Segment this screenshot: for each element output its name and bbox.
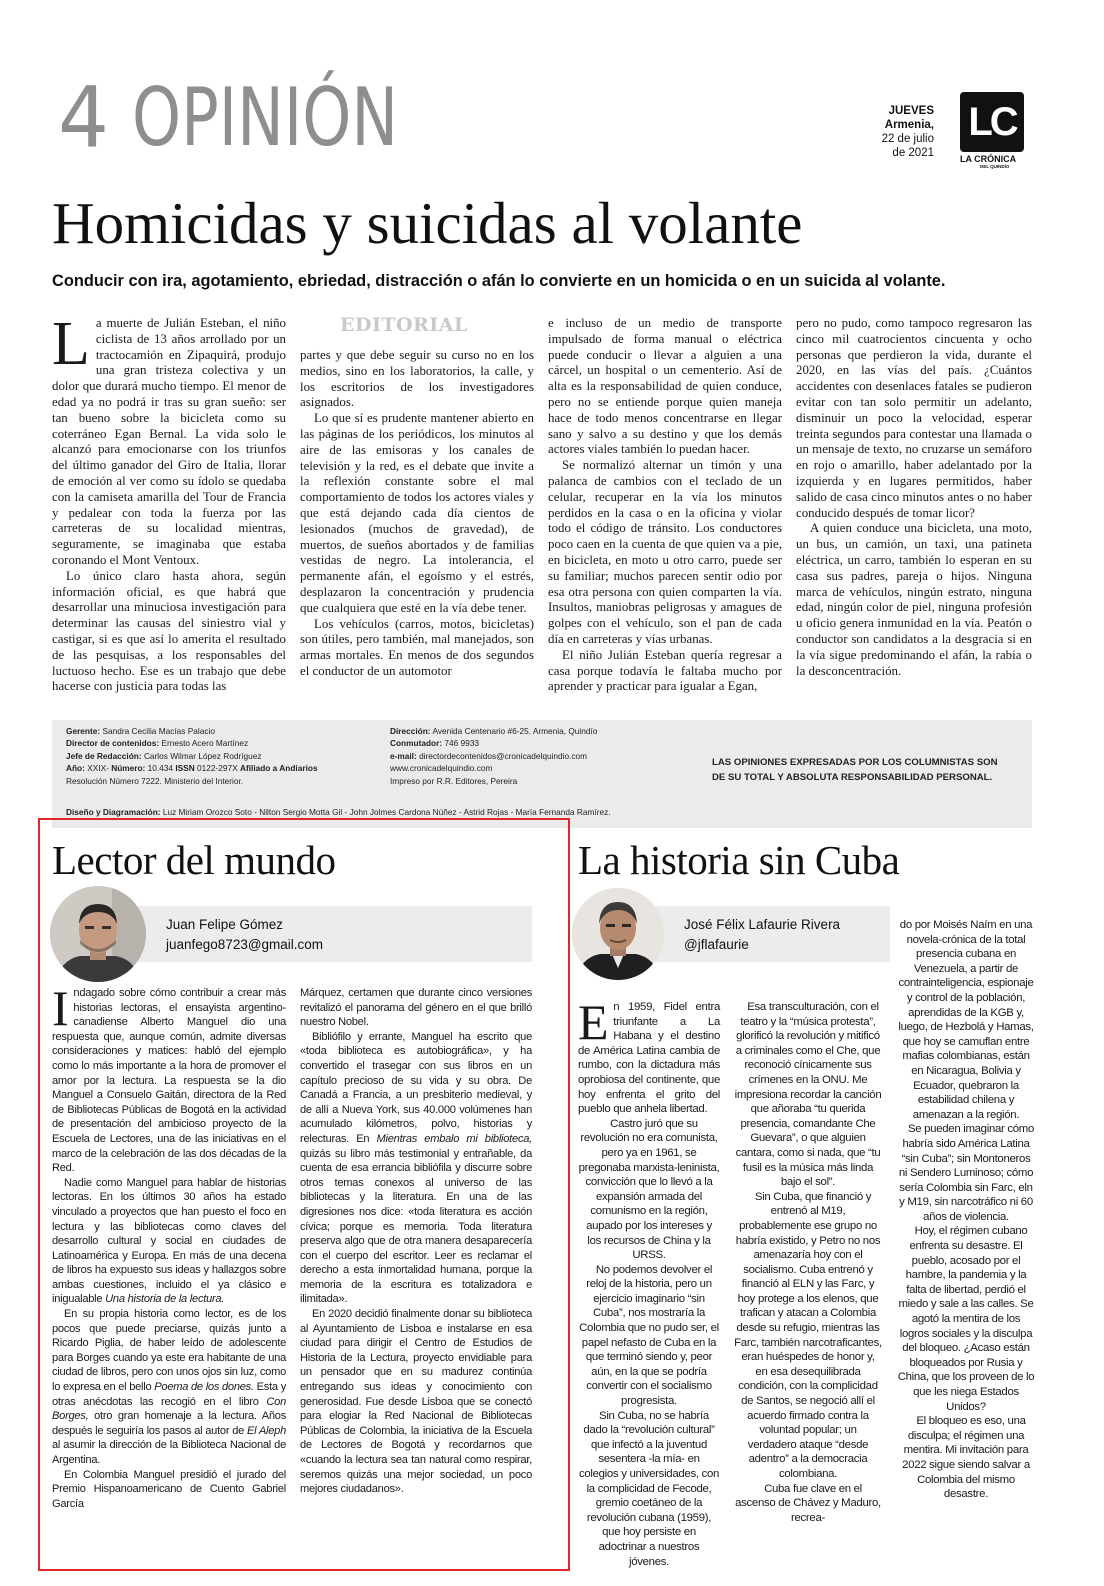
newspaper-logo (960, 92, 1030, 169)
column-left-text-1 (52, 980, 286, 1511)
editorial-paragraph: Lo que sí es prudente mantener abierto en las páginas de los periódicos, los minutos al aire de las emisoras y los canales de televisión y la red, es el debate que invite a la reflexión constante sobre el mal comportamiento de todos los actores viales y que está dejando cada día cientos de lesionados (muchos de gravedad), de muertos, de sueños abortados y de familias vestidas de negro. La intolerancia, el permanente afán, el egoísmo y el estrés, desplazaron la concentración y prudencia que cualquiera que esté en la vía debe tener. (300, 411, 534, 615)
column-paragraph: En Colombia Manguel presidió el jurado del Premio Hispanoamericano de Cuento Gabriel García (52, 1468, 286, 1510)
column-paragraph: Castro juró que su revolución no era comunista, pero ya en 1961, se pregonaba marxista-leninista, convicción que lo llevó a la expansión armada del comunismo en la región, aupado por los intereses y los recursos de China y la URSS. (578, 1117, 720, 1262)
column-paragraph: Hoy, el régimen cubano enfrenta su desastre. El pueblo, acosado por el hambre, la pandemia y la falta de libertad, perdió el miedo y sale a las calles. Se agotó la mentira de los logros sociales y la disculpa del bloqueo. ¿Acaso están bloqueados por Rusia y China, que los proveen de lo que les niega Estados Unidos? (897, 1225, 1035, 1413)
column-paragraph: Nadie como Manguel para hablar de historias lectoras. En los últimos 30 años ha estado vinculado a proyectos que han puesto el foco en lectura y las bibliotecas como claves del desarrollo cultural y social en ciudades de Latinoamérica y Europa. En más de una decena de libros ha expuesto sus ideas y hallazgos sobre ambas cuestiones, incluido el ya clásico e inigualable Una historia de la lectura. (52, 1176, 286, 1306)
column-paragraph: Esa transculturación, con el teatro y la “música protesta”, glorificó la revolución y mitificó a criminales como el Che, que reconoció cínicamente sus crímenes en la ONU. Me impresiona recordar la canción que añoraba “tu querida presencia, comandante Che Guevara”, o que alguien cantara, como si nada, que “tu fusil es la música más linda bajo el sol”. (734, 1001, 882, 1189)
column-paragraph: Márquez, certamen que durante cinco versiones revitalizó el panorama del género en el que brilló nuestro Nobel. (300, 987, 532, 1029)
editorial-headline: Homicidas y suicidas al volante (52, 190, 803, 256)
date-line-2: de 2021 (892, 147, 934, 159)
editorial-paragraph: A quien conduce una bicicleta, una moto, un bus, un camión, un taxi, una patineta eléctrica, un carro, también lo esperan en su casa sus padres, pareja o hijos. Ninguna marca de vehículos, ningún estrato, ninguna edad, ningún color de piel, ninguna profesión u oficio genera inmunidad en la vía. Peatón o conductor son candidatos a la desgracia si en la vía sigue predominando el afán, la rabia o la desconcentración. (796, 521, 1032, 678)
editorial-paragraph: partes y que debe seguir su curso no en los medios, sino en los laboratorios, la calle, y los escritorios de los investigadores asignados. (300, 348, 534, 410)
column-right-text-2 (734, 1000, 882, 1525)
drop-cap: L (52, 310, 90, 378)
column-right-text-3 (896, 918, 1036, 1502)
editorial-paragraph: La muerte de Julián Esteban, el niño ciclista de 13 años arrollado por un tractocamión en Zipaquirá, produjo una gran tristeza colectiva y un dolor que durará mucho tiempo. El menor de edad ya no podrá ir tras su gran sueño: ser tan bueno sobre la bicicleta como su coterráneo Egan Bernal. La vida solo le alcanzó para emocionarse con los triunfos del último ganador del Giro de Italia, llorar de emoción al ver como su ídolo se quedaba con la camiseta amarilla del Tour de Francia y pedalear con toda la fuerza por las carreteras de su localidad mientras, seguramente, se imaginaba que estaba coronando el Mont Ventoux. (52, 310, 286, 567)
author-box (630, 906, 890, 962)
staff-left: Gerente: Sandra Cecilia Macías Palacio Director de contenidos: Ernesto Acero Martínez Jefe de Redacción: Carlos Wilmar López Rodríguez Año: XXIX- Número: 10.434 ISSN 0122-297X Afiliado a Andiarios Resolución Número 7222. Ministerio del Interior. (66, 726, 318, 786)
editorial-column-1 (52, 310, 286, 695)
column-paragraph: Sin Cuba, que financió y entrenó al M19, probablemente ese grupo no habría existido, y Petro no nos amenazaría hoy con el socialismo. Cuba entrenó y financió al ELN y las Farc, y hoy protege a los elenos, que trafican y atacan a Colombia desde su refugio, mientras las Farc, también narcotraficantes, eran huéspedes de honor y, en esa desequilibrada condición, con la complicidad de Santos, se negoció allí el acuerdo firmado contra la voluntad popular; un verdadero ataque “desde adentro” a la democracia colombiana. (734, 1190, 882, 1480)
design-credits: Diseño y Diagramación: Luz Miriam Orozco Soto - Nilton Sergio Motta Gil - John Jolmes Cardona Núñez - Astrid Rojas - María Fernanda Ramírez. (66, 807, 611, 817)
column-paragraph: En 2020 decidió finalmente donar su biblioteca al Ayuntamiento de Lisboa e instalarse en esa ciudad para dirigir el Centro de Estudios de Historia de la Lectura, proyecto envidiable para un pensador que en su madurez continúa entregando sus ideas y conocimiento con generosidad. Fue desde Lisboa que se conectó para elogiar la Red Nacional de Bibliotecas Públicas de Colombia, la iniciativa de la Escuela de Lectores de Bogotá y recordarnos que «cuando la lectura sea tan natural como respirar, seremos quizás una mejor sociedad, un poco mejores ciudadanos». (300, 1308, 532, 1496)
logo-mark: LC (960, 92, 1024, 152)
date-line-1: 22 de julio (881, 133, 934, 145)
editorial-paragraph: e incluso de un medio de transporte impulsado de forma manual o eléctrica puede conducir o llevar a alguien a una cárcel, un hospital o un cementerio. Así de alta es la responsabilidad de quien conduce, pero no se entiende porque quien maneja hace de todo menos concentrarse en llegar sano y salvo a su destino y que los demás actores viales también lo puedan hacer. (548, 316, 782, 457)
logo-sub: DEL QUINDÍO (980, 164, 1010, 169)
column-paragraph: Se pueden imaginar cómo habría sido América Latina “sin Cuba”; sin Montoneros ni Sendero Luminoso; cómo sería Colombia sin Farc, eln y M19, sin narcotráfico ni 60 años de violencia. (898, 1123, 1035, 1223)
column-paragraph: En su propia historia como lector, es de los pocos que puede preciarse, quizás junto a Ricardo Piglia, de haber leído de adolescente para Borges cuando ya este era habitante de una ciudad de libros, pero con unos ojos sin luz, como lo expresa en el bello Poema de los dones. Esta y otras anécdotas las recogió en el libro Con Borges, otro gran homenaje a la lectura. Años después le seguiría los pasos al autor de El Aleph al asumir la dirección de la Biblioteca Nacional de Argentina. (52, 1308, 286, 1466)
issue-date (844, 104, 934, 160)
column-paragraph: Bibliófilo y errante, Manguel ha escrito que «toda biblioteca es autobiográfica», y ha convertido el trasegar con sus libros en un capítulo precioso de su vida y su obra. De Canadá a Francia, a un presbiterio medieval, y de allí a Nueva York, sus 40.000 volúmenes han acumulado kilómetros, polvo, historias y relecturas. En Mientras embalo mi biblioteca, quizás su libro más testimonial y entrañable, da cuenta de esa errancia bibliófila y discurre sobre otros temas conexos al universo de las bibliotecas y la literatura. En una de las digresiones nos dice: «toda literatura es acción cívica; porque es memoria. Toda literatura preserva algo que de otra manera desaparecería con el cuerpo del escritor. Leer es reclamar el derecho a esta inmortalidad humana, porque la memoria de la escritura es totalizadora e ilimitada». (300, 1030, 532, 1306)
author-photo (572, 888, 664, 980)
staff-right: Dirección: Avenida Centenario #6-25. Armenia, Quindío Conmutador: 746 9933 e-mail: directordecontenidos@cronicadelquindio.com www.cronicadelquindio.com Impreso por R.R. Editores, Pereira (390, 726, 598, 786)
editorial-paragraph: Lo único claro hasta ahora, según información oficial, es que habrá que desarrollar una minuciosa investigación para determinar las causas del siniestro vial y castigar, si es que así lo amerita el resultado de las pesquisas, a los responsables del luctuoso hecho. Ese es un trabajo que debe hacerse con justicia para todas las (52, 568, 286, 694)
editorial-column-2 (300, 348, 534, 680)
author-email[interactable]: juanfego8723@gmail.com (166, 937, 324, 952)
column-paragraph: El bloqueo es eso, una disculpa; el régimen una mentira. Mi invitación para 2022 sigue siendo salvar a Colombia del mismo desastre. (902, 1415, 1030, 1501)
column-title: La historia sin Cuba (578, 837, 900, 883)
column-paragraph: Sin Cuba, no se habría dado la “revolución cultural” que infectó a la juventud sesentera -la mía- en colegios y universidades, con la complicidad de Fecode, gremio coetáneo de la revolución cubana (1959), que hoy persiste en adoctrinar a nuestros jóvenes. (578, 1409, 720, 1568)
editorial-paragraph: El niño Julián Esteban quería regresar a casa porque todavía le faltaba mucho por aprender y practicar para igualar a Egan, (548, 647, 782, 694)
drop-cap: E (578, 994, 609, 1050)
section-title: OPINIÓN (132, 71, 399, 164)
author-box (120, 906, 532, 962)
editorial-paragraph: Se normalizó alternar un timón y una palanca de cambios con el teclado de un celular, recuperar en la vía los minutos perdidos en la casa o en la oficina y violar todo el código de tránsito. Los conductores poco caen en la cuenta de que quien va a pie, en bicicleta, en moto u otro carro, puede ser su familiar; muchos parecen sentir odio por esa otra persona con quien comparten la vía. Insultos, maniobras peligrosas y amagues de golpes con el vehículo, son el pan de cada día en carreteras y vías urbanas. (548, 458, 782, 646)
column-paragraph: Indagado sobre cómo contribuir a crear más historias lectoras, el ensayista argentino-canadiense Alberto Manguel dio una respuesta que, aunque común, admite diversas consideraciones y matices: habló del ejemplo como lo más importante a la hora de promover el amor por la lectura. La respuesta se la dio Manguel a Consuelo Gaitán, directora de la Red de Bibliotecas Públicas de Bogotá en la actividad de presentación del ambicioso proyecto de la Escuela de Lectores, una de las iniciativas en el marco de la celebración de las dos décadas de la Red. (52, 980, 286, 1175)
column-paragraph: No podemos devolver el reloj de la historia, pero un ejercicio imaginario “sin Cuba”, nos mostraría la Colombia que no pudo ser, el papel nefasto de Cuba en la que terminó siendo y, peor aún, en la que se podría convertir con el socialismo progresista. (579, 1263, 719, 1408)
author-photo (50, 886, 146, 982)
column-left-text-2 (300, 986, 532, 1497)
column-paragraph: do por Moisés Naím en una novela-crónica de la total presencia cubana en Venezuela, a partir de contrainteligencia, espionaje y control de la población, aprendidas de la KGB y, luego, de Hezbolá y Hamas, que hoy se camuflan entre mafias colombianas, están en Nicaragua, Bolivia y Ecuador, quebraron la estabilidad chilena y amenazan a la región. (898, 919, 1034, 1121)
column-paragraph: Cuba fue clave en el ascenso de Chávez y Maduro, recrea- (735, 1482, 881, 1524)
column-right-text-1 (578, 994, 720, 1569)
column-title: Lector del mundo (52, 837, 336, 883)
disclaimer: LAS OPINIONES EXPRESADAS POR LOS COLUMNISTAS SON DE SU TOTAL Y ABSOLUTA RESPONSABILIDAD PERSONAL. (712, 757, 998, 783)
author-name: José Félix Lafaurie Rivera (684, 917, 841, 932)
editorial-subheadline: Conducir con ira, agotamiento, ebriedad, distracción o afán lo convierte en un homicida o en un suicida al volante. (52, 272, 946, 290)
column-paragraph: En 1959, Fidel entra triunfante a La Habana y el destino de América Latina cambia de rumbo, con la dictadura más oprobiosa del continente, que hoy enfrenta el grito del pueblo que anhela libertad. (578, 994, 720, 1116)
weekday: JUEVES (888, 105, 934, 117)
author-name: Juan Felipe Gómez (166, 917, 284, 932)
drop-cap: I (52, 980, 69, 1036)
city: Armenia, (884, 119, 934, 131)
editorial-column-3 (548, 316, 782, 695)
page-number: 4 (58, 68, 110, 167)
author-handle[interactable]: @jflafaurie (684, 937, 749, 952)
editorial-column-4 (796, 316, 1032, 679)
logo-name: LA CRÓNICA (960, 154, 1017, 164)
editorial-paragraph: Los vehículos (carros, motos, bicicletas) son útiles, pero también, mal manejados, son armas mortales. En menos de dos segundos el conductor de un automotor (300, 616, 534, 678)
editorial-paragraph: pero no pudo, como tampoco regresaron las cinco mil cuatrocientos cincuenta y ocho personas que perdieron la vida, durante el 2020, en las vías del país. ¿Cuántos accidentes con desenlaces fatales se pudieron evitar con tan solo permitir un adelanto, disminuir un poco la velocidad, esperar treinta segundos para contestar una llamada o un mensaje de texto, no cruzarse un semáforo en rojo o amarillo, haber adelantado por la izquierda y en lugares permitidos, haber salido de casa cinco minutos antes o no haber conducido después de tomar licor? (796, 316, 1032, 520)
editorial-label: EDITORIAL (340, 314, 468, 336)
